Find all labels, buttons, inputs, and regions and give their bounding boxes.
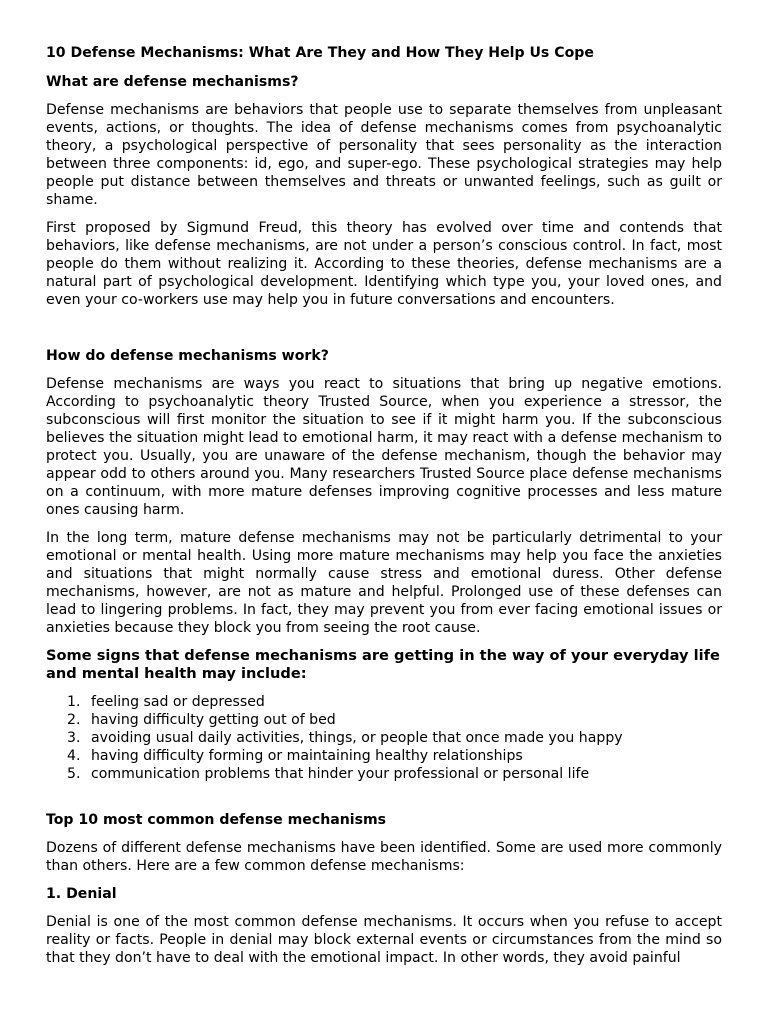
signs-list [46, 693, 722, 783]
list-item [46, 729, 722, 747]
section-heading-what: What are defense mechanisms? [46, 74, 299, 90]
list-number: 1. [67, 694, 81, 710]
list-item-text: avoiding usual daily activities, things, or people that once made you happy [91, 730, 623, 746]
list-number: 2. [67, 712, 81, 728]
section-heading-top10: Top 10 most common defense mechanisms [46, 812, 387, 828]
list-item [46, 693, 722, 711]
paragraph: First proposed by Sigmund Freud, this theory has evolved over time and contends that behaviors, like defense mechanisms, are not under a person’s conscious control. In fact, most people do them without realizing it. According to these theories, defense mechanisms are a natural part of psychological development. Identifying which type you, your loved ones, and even your co-workers use may help you in future conversations and encounters. [46, 220, 722, 308]
list-item-text: communication problems that hinder your professional or personal life [91, 766, 590, 782]
sub-heading-denial: 1. Denial [46, 886, 117, 902]
list-number: 5. [67, 766, 81, 782]
section-heading-how: How do defense mechanisms work? [46, 348, 329, 364]
document-title: 10 Defense Mechanisms: What Are They and How They Help Us Cope [46, 45, 594, 61]
list-item-text: feeling sad or depressed [91, 694, 265, 710]
list-number: 4. [67, 748, 81, 764]
paragraph: Denial is one of the most common defense mechanisms. It occurs when you refuse to accept reality or facts. People in denial may block external events or circumstances from the mind so that they don’t have to deal with the emotional impact. In other words, they avoid painful [46, 914, 722, 966]
list-item-text: having difficulty forming or maintaining healthy relationships [91, 748, 523, 764]
list-item [46, 711, 722, 729]
list-item [46, 747, 722, 765]
signs-heading: Some signs that defense mechanisms are getting in the way of your everyday life and mental health may include: [46, 647, 720, 682]
paragraph: Defense mechanisms are ways you react to situations that bring up negative emotions. According to psychoanalytic theory Trusted Source, when you experience a stressor, the subconscious will first monitor the situation to see if it might harm you. If the subconscious believes the situation might lead to emotional harm, it may react with a defense mechanism to protect you. Usually, you are unaware of the defense mechanism, though the behavior may appear odd to others around you. Many researchers Trusted Source place defense mechanisms on a continuum, with more mature defenses improving cognitive processes and less mature ones causing harm. [46, 376, 722, 518]
list-number: 3. [67, 730, 81, 746]
paragraph: In the long term, mature defense mechanisms may not be particularly detrimental to your emotional or mental health. Using more mature mechanisms may help you face the anxieties and situations that might normally cause stress and emotional duress. Other defense mechanisms, however, are not as mature and helpful. Prolonged use of these defenses can lead to lingering problems. In fact, they may prevent you from ever facing emotional issues or anxieties because they block you from seeing the root cause. [46, 530, 722, 636]
paragraph: Defense mechanisms are behaviors that people use to separate themselves from unpleasant events, actions, or thoughts. The idea of defense mechanisms comes from psychoanalytic theory, a psychological perspective of personality that sees personality as the interaction between three components: id, ego, and super-ego. These psychological strategies may help people put distance between themselves and threats or unwanted feelings, such as guilt or shame. [46, 102, 722, 208]
list-item-text: having difficulty getting out of bed [91, 712, 336, 728]
list-item [46, 765, 722, 783]
paragraph: Dozens of different defense mechanisms have been identified. Some are used more commonly than others. Here are a few common defense mechanisms: [46, 840, 722, 874]
